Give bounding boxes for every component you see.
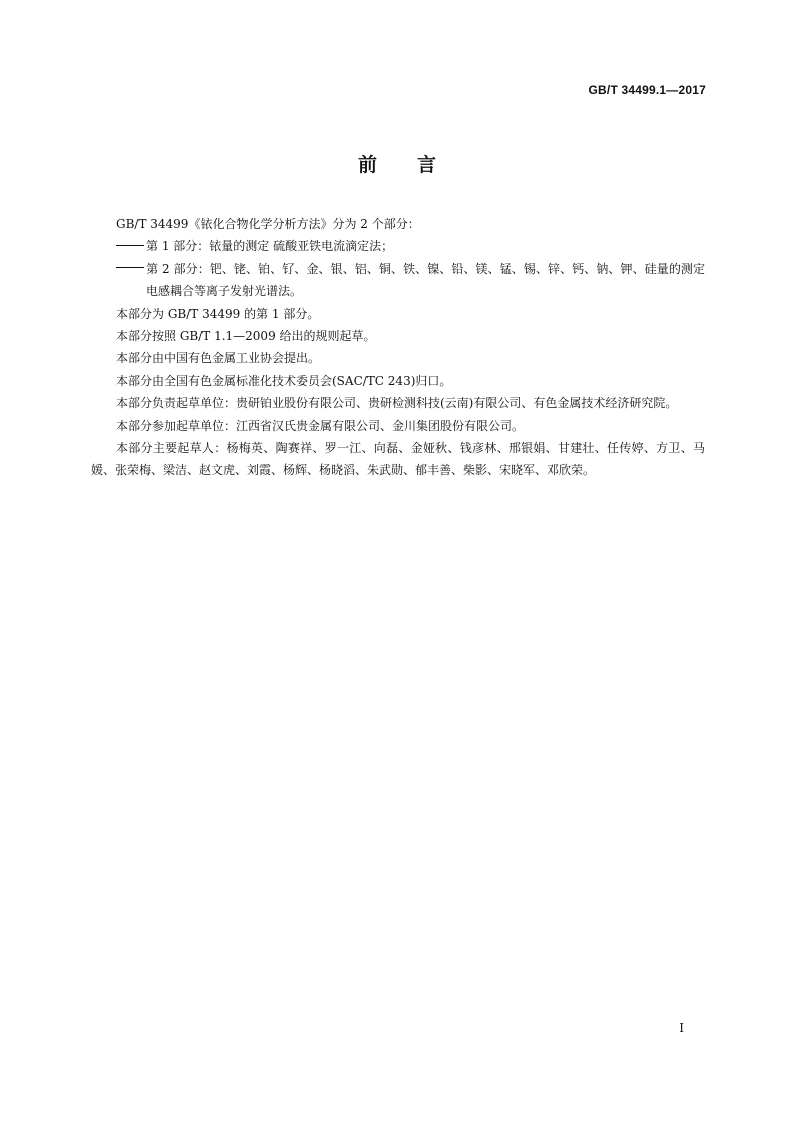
paragraph-technical-committee: 本部分由全国有色金属标准化技术委员会(SAC/TC 243)归口。 [116, 373, 452, 388]
intro-paragraph: GB/T 34499《铱化合物化学分析方法》分为 2 个部分： [116, 217, 420, 231]
paragraph-part-statement: 本部分为 GB/T 34499 的第 1 部分。 [116, 306, 320, 321]
paragraph-drafting-rules: 本部分按照 GB/T 1.1—2009 给出的规则起草。 [116, 329, 376, 344]
standard-code: GB/T 34499.1—2017 [588, 83, 706, 97]
paragraph-participating-units: 本部分参加起草单位：江西省汉氏贵金属有限公司、金川集团股份有限公司。 [116, 418, 525, 433]
dash-mark [116, 245, 144, 246]
part-2-text: 第 2 部分：钯、铑、铂、钌、金、银、铝、铜、铁、镍、铅、镁、锰、锡、锌、钙、钠、钾、硅量的测定 电感耦合等离子发射光谱法。 [146, 261, 705, 299]
page-title: 前言 [357, 154, 476, 176]
paragraph-proposer: 本部分由中国有色金属工业协会提出。 [116, 351, 321, 366]
paragraph-responsible-units: 本部分负责起草单位：贵研铂业股份有限公司、贵研检测科技(云南)有限公司、有色金属技术经济研究院。 [116, 396, 678, 411]
page-number: I [679, 1021, 684, 1035]
foreword-body [91, 213, 705, 482]
part-list-item-1 [91, 235, 705, 257]
dash-mark [116, 267, 144, 268]
paragraph-drafters: 本部分主要起草人：杨梅英、陶赛祥、罗一江、向磊、金娅秋、钱彦林、邢银娟、甘建壮、任传婷、方卫、马媛、张荣梅、梁洁、赵文虎、刘霞、杨辉、杨晓滔、朱武勋、郁丰善、柴影、宋晓军、邓欣荣。 [91, 441, 705, 478]
part-list-item-2 [91, 258, 705, 303]
part-1-text: 第 1 部分：铱量的测定 硫酸亚铁电流滴定法； [146, 239, 394, 254]
